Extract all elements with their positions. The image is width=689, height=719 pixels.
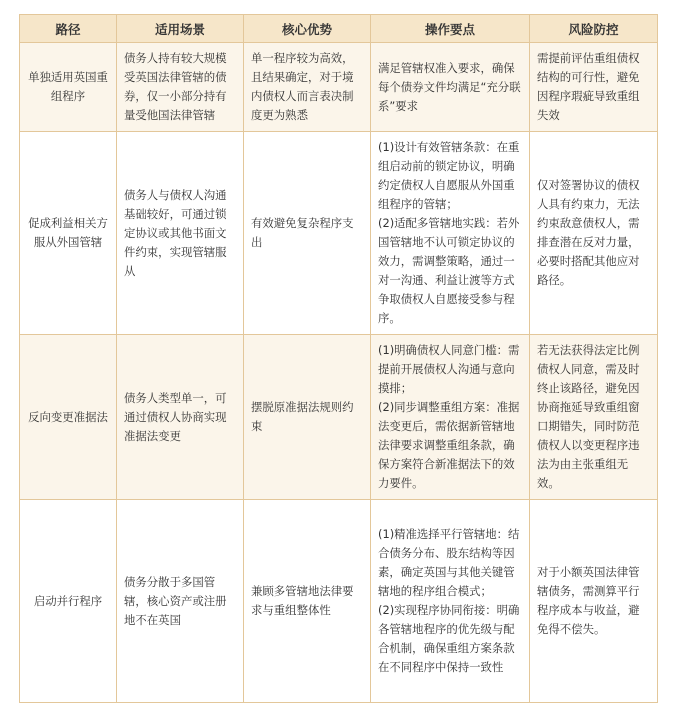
table-row bbox=[20, 335, 658, 500]
cell-scenario: 债务人与债权人沟通基础较好，可通过锁定协议或其他书面文件约束，实现管辖服从 bbox=[117, 132, 244, 335]
point-item: (1)设计有效管辖条款：在重组启动前的锁定协议，明确约定债权人自愿服从外国重组程序的管辖； bbox=[378, 140, 520, 211]
point-item: (1)明确债权人同意门槛：需提前开展债权人沟通与意向摸排； bbox=[378, 343, 520, 395]
cell-scenario: 债务分散于多国管辖，核心资产或注册地不在英国 bbox=[117, 500, 244, 703]
header-points: 操作要点 bbox=[371, 15, 530, 43]
point-item: (2)同步调整重组方案：准据法变更后，需依据新管辖地法律要求调整重组条款，确保方案符合新准据法下的效力要件。 bbox=[378, 400, 520, 490]
point-item: (2)适配多管辖地实践：若外国管辖地不认可锁定协议的效力，需调整策略，通过一对一沟通、利益让渡等方式争取债权人自愿接受参与程序。 bbox=[378, 216, 520, 325]
cell-path: 启动并行程序 bbox=[20, 500, 117, 703]
header-scenario: 适用场景 bbox=[117, 15, 244, 43]
cell-advantage: 兼顾多管辖地法律要求与重组整体性 bbox=[244, 500, 371, 703]
point-item: (1)精准选择平行管辖地：结合债务分布、股东结构等因素，确定英国与其他关键管辖地的程序组合模式； bbox=[378, 527, 520, 598]
cell-scenario: 债务人持有较大规模受英国法律管辖的债券，仅一小部分持有量受他国法律管辖 bbox=[117, 43, 244, 132]
header-path: 路径 bbox=[20, 15, 117, 43]
cell-scenario: 债务人类型单一，可通过债权人协商实现准据法变更 bbox=[117, 335, 244, 500]
cell-advantage: 摆脱原准据法规则约束 bbox=[244, 335, 371, 500]
point-item: 满足管辖权准入要求，确保每个债券文件均满足“充分联系”要求 bbox=[378, 60, 521, 113]
cell-points bbox=[371, 500, 530, 703]
cell-path: 反向变更准据法 bbox=[20, 335, 117, 500]
table-row bbox=[20, 132, 658, 335]
cell-advantage: 单一程序较为高效，且结果确定，对于境内债权人而言表决制度更为熟悉 bbox=[244, 43, 371, 132]
cell-points bbox=[371, 335, 530, 500]
header-row bbox=[20, 15, 658, 43]
header-advantage: 核心优势 bbox=[244, 15, 371, 43]
table-row bbox=[20, 43, 658, 132]
cell-risk: 对于小额英国法律管辖债务，需测算平行程序成本与收益，避免得不偿失。 bbox=[530, 500, 658, 703]
cell-risk: 需提前评估重组债权结构的可行性，避免因程序瑕疵导致重组失效 bbox=[530, 43, 658, 132]
cell-points bbox=[371, 43, 530, 132]
cell-advantage: 有效避免复杂程序支出 bbox=[244, 132, 371, 335]
point-item: (2)实现程序协同衔接：明确各管辖地程序的优先级与配合机制，确保重组方案条款在不同程序中保持一致性 bbox=[378, 603, 520, 674]
restructuring-paths-table bbox=[19, 14, 658, 703]
cell-path: 单独适用英国重组程序 bbox=[20, 43, 117, 132]
table-row bbox=[20, 500, 658, 703]
cell-risk: 仅对签署协议的债权人具有约束力，无法约束敌意债权人，需排查潜在反对力量，必要时搭配其他应对路径。 bbox=[530, 132, 658, 335]
cell-points bbox=[371, 132, 530, 335]
cell-risk: 若无法获得法定比例债权人同意，需及时终止该路径，避免因协商拖延导致重组窗口期错失，同时防范债权人以变更程序违法为由主张重组无效。 bbox=[530, 335, 658, 500]
header-risk: 风险防控 bbox=[530, 15, 658, 43]
cell-path: 促成利益相关方服从外国管辖 bbox=[20, 132, 117, 335]
